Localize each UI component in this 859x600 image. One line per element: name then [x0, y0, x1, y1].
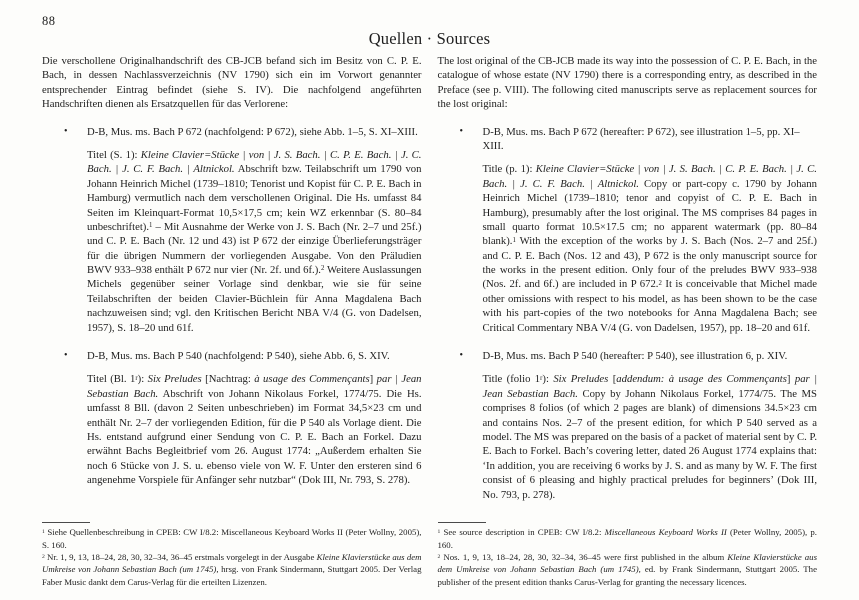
footnote-2: $^2$ Nr. 1, 9, 13, 18–24, 28, 30, 32–34, 36–45 erstmals vorgelegt in der Ausgabe Kleine Klavierstücke aus dem Umkreise von Johann Sebastian Bach (um 1745), hrsg. von Frank Sindermann, Stuttgart 2005. Der Verlag Faber Music dankt dem Carus-Verlag für die erteilten Lizenzen.	[42, 552, 422, 587]
item-heading: D-B, Mus. ms. Bach P 672 (hereafter: P 672), see illustration 1–5, pp. XI–XIII.	[482, 125, 800, 152]
item-body: Title (folio 1$^r$): Six Preludes [addendum: à usage des Commençants] par | Jean Sebastian Bach. Copy by Johann Nikolaus Forkel, 1774/75. The MS comprises 8 folios (of which 2 pages are blank) of dimensions 34.5×23 cm and contains Nos. 2–7 of the present edition, for which P 540 served as a model. The MS was prepared on the basis of a packet of material sent by C. P. E. Bach to Forkel. Bach’s covering letter, dated 26 August 1774 explains that: ‘In addition, you are receiving 6 works by J. S. and as many by W. F. The first consist of 6 pleasing and highly practical preludes for beginners’ (Dok III, No. 793, p. 278).	[482, 373, 818, 501]
page-number: 88	[42, 14, 56, 28]
bullet-icon: •	[459, 350, 464, 362]
footnotes-german	[42, 522, 422, 588]
bullet-icon: •	[459, 125, 464, 137]
column-german	[42, 54, 422, 588]
footnote-2: $^2$ Nos. 1, 9, 13, 18–24, 28, 30, 32–34, 36–45 were first published in the album Kleine Klavierstücke aus dem Umkreise von Johann Sebastian Bach (um 1745), ed. by Frank Sindermann, Stuttgart 2005. The publisher of the present edition thanks Carus-Verlag for granting the necessary licences.	[437, 552, 818, 587]
page-title: Quellen · Sources	[368, 29, 491, 48]
source-item-p540-english	[438, 349, 818, 502]
footnote-rule	[42, 522, 90, 523]
source-item-p540-german	[42, 349, 422, 488]
footnote-1: $^1$ Siehe Quellenbeschreibung in CPEB: CW I/8.2: Miscellaneous Keyboard Works II (Peter Wollny, 2005), S. 160.	[42, 527, 422, 550]
footnotes-english	[438, 522, 818, 588]
source-item-p672-english	[438, 125, 818, 335]
footnote-1: $^1$ See source description in CPEB: CW I/8.2: Miscellaneous Keyboard Works II (Peter Wollny, 2005), p. 160.	[437, 527, 817, 550]
intro-paragraph-german: Die verschollene Originalhandschrift des CB-JCB befand sich im Besitz von C. P. E. Bach, in dessen Nachlassverzeichnis (NV 1790) sich ein im Vorwort genannter entsprechender Eintrag befindet (siehe S. IV). Die nachfolgend angeführten Handschriften dienen als Ersatzquellen für das Verlorene:	[42, 55, 422, 111]
item-body: Titel (S. 1): Kleine Clavier=Stücke | von | J. S. Bach. | C. P. E. Bach. | J. C. Bach. | J. C. F. Bach. | Altnickol. Abschrift bzw. Teilabschrift um 1790 von Johann Heinrich Michel (1739–1810; Tenorist und Kopist für C. P. E. Bach in Hamburg) vermutlich nach dem verschollenen Original. Die Hs. umfasst 84 Seiten im Kleinquart-Format 10,5×17,5 cm; kein WZ erkennbar (S. 80–84 unbeschriftet).$^1$ – Mit Ausnahme der Werke von J. S. Bach (Nr. 2–7 und 25f.) und C. P. E. Bach (Nr. 12 und 43) ist P 672 der einzige Überlieferungsträger für die übrigen Nummern der vorliegenden Ausgabe. Von den Präludien BWV 933–938 enthält P 672 nur vier (Nr. 2f. und 6f.).$^2$ Weitere Auslassungen Michels gegenüber seiner Vorlage sind denkbar, wie sie für seine Teilabschriften der beiden Clavier-Büchlein für Anna Magdalena Bach nachzuweisen sind; vgl. den Kritischen Bericht NBA V/4 (G. von Dadelsen, 1957), S. 18–20 und 61f.	[87, 148, 422, 334]
column-english	[438, 54, 818, 588]
source-item-p672-german	[42, 125, 422, 335]
item-heading: D-B, Mus. ms. Bach P 540 (hereafter: P 540), see illustration 6, p. XIV.	[482, 350, 788, 363]
page-header	[42, 12, 817, 54]
footnote-rule	[438, 522, 486, 523]
bullet-icon: •	[64, 350, 68, 362]
two-column-body	[42, 54, 817, 588]
intro-paragraph-english: The lost original of the CB-JCB made its way into the possession of C. P. E. Bach, in the catalogue of whose estate (NV 1790) there is a corresponding entry, as described in the Preface (see p. VIII). The following cited manuscripts serve as replacement sources for the lost original:	[437, 55, 817, 111]
item-heading: D-B, Mus. ms. Bach P 540 (nachfolgend: P 540), siehe Abb. 6, S. XIV.	[87, 350, 390, 363]
item-body: Title (p. 1): Kleine Clavier=Stücke | von | J. S. Bach. | C. P. E. Bach. | J. C. Bach. | J. C. F. Bach. | Altnickol. Copy or part-copy c. 1790 by Johann Heinrich Michel (1739–1810; tenor and copyist of C. P. E. Bach in Hamburg), presumably after the lost original. The MS comprises 84 pages in small quarto format 10.5×17.5 cm; no apparent watermark (pp. 80–84 blank).$^1$ With the exception of the works by J. S. Bach (Nos. 2–7 and 25f.) and C. P. E. Bach (Nos. 12 and 43), P 672 is the only manuscript source for the works in the present edition. Only four of the preludes BWV 933–938 (Nos. 2f. and 6f.) are included in P 672.$^2$ It is conceivable that Michel made other omissions with respect to his model, as has been shown to be the case with his part-copies of the two notebooks for Anna Magdalena Bach; see Critical Commentary NBA V/4 (G. von Dadelsen, 1957), pp. 18–20 and 61f.	[482, 163, 817, 334]
item-heading: D-B, Mus. ms. Bach P 672 (nachfolgend: P 672), siehe Abb. 1–5, S. XI–XIII.	[87, 125, 418, 138]
bullet-icon: •	[64, 125, 68, 137]
item-body: Titel (Bl. 1$^r$): Six Preludes [Nachtrag: à usage des Commençants] par | Jean Sebastian Bach. Abschrift von Johann Nikolaus Forkel, 1774/75. Die Hs. umfasst 8 Bll. (davon 2 Seiten unbeschrieben) im Format 34,5×23 cm und enthält Nr. 2–7 der vorliegenden Edition, für die P 540 als Vorlage dient. Die Hs. entstand aufgrund einer Sendung von C. P. E. Bach an Forkel. Dazu erwähnt Bachs Begleitbrief vom 26. August 1774: „Außerdem erhalten Sie noch 6 Stücke von J. S. u. ebenso viele von W. F. Unter den ersteren sind 6 angenehme Vorspiele für Anfänger sehr nutzbar“ (Dok III, Nr. 793, S. 278).	[87, 373, 422, 487]
